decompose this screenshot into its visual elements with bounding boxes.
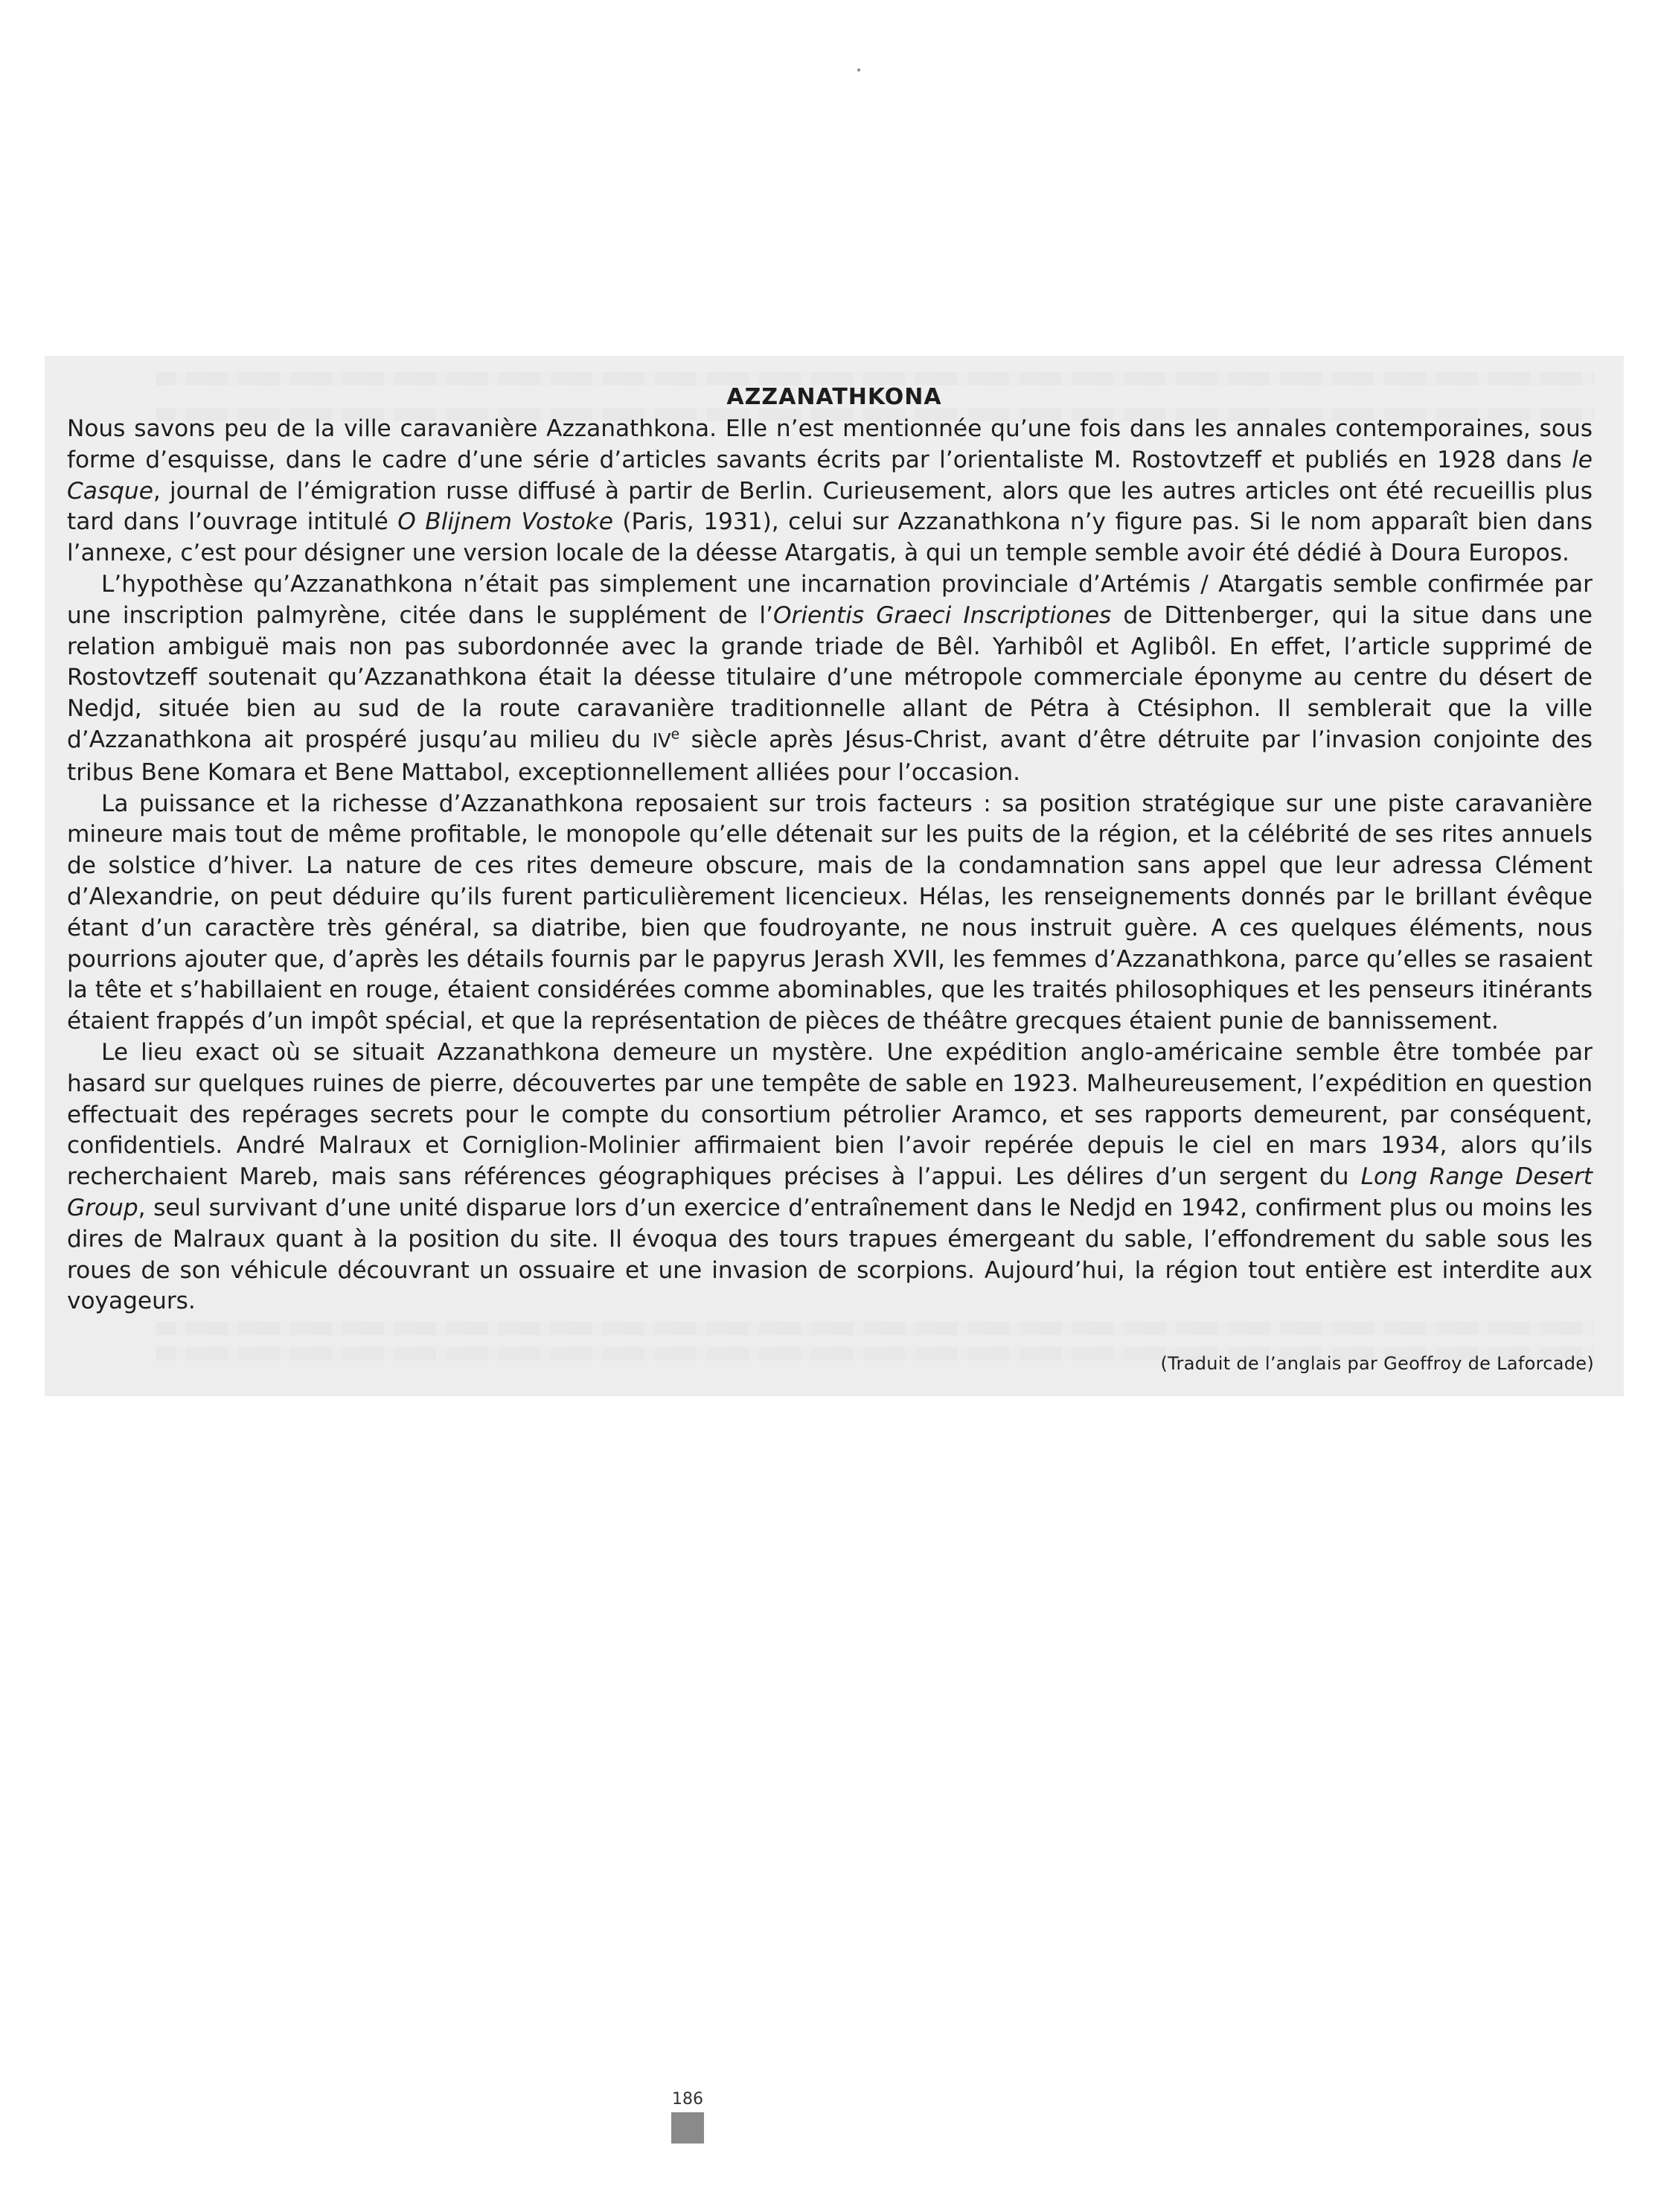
paragraph: [67, 414, 1593, 569]
paragraph-text: , journal de l’émigration russe diffusé à partir de Berlin. Curieusement, alors que les autres articles ont été recueillis plus tard dans l’ouvrage intitulé: [67, 477, 1593, 536]
page-speck: [857, 68, 860, 71]
italic-title-text: le Casque: [67, 446, 1593, 505]
show-through-text: [156, 1322, 1594, 1335]
italic-title-text: Long Range Desert Group: [67, 1163, 1593, 1221]
paragraph-text: IV: [652, 729, 671, 752]
paragraph-text: e: [671, 726, 680, 743]
paragraph-text: La puissance et la richesse d’Azzanathkona reposaient sur trois facteurs : sa position stratégique sur une piste caravanière mineure mais tout de même profitable, le monopole qu’elle détenait sur les puits de la région, et la célébrité de ses rites annuels de solstice d’hiver. La nature de ces rites demeure obscure, mais de la condamnation sans appel que leur adressa Clément d’Alexandrie, on peut déduire qu’ils furent particulièrement licencieux. Hélas, les renseignements donnés par le brillant évêque étant d’un caractère très général, sa diatribe, bien que foudroyante, ne nous instruit guère. A ces quelques éléments, nous pourrions ajouter que, d’après les détails fournis par le papyrus Jerash XVII, les femmes d’Azzanathkona, parce qu’elles se rasaient la tête et s’habillaient en rouge, étaient considérées comme abominables, que les traités philosophiques et les penseurs itinérants étaient frappés d’un impôt spécial, et que la représentation de pièces de théâtre grecques étaient punie de bannissement.: [67, 790, 1593, 1035]
paragraph: [67, 789, 1593, 1038]
article-title: AZZANATHKONA: [726, 384, 942, 410]
paragraph-text: (Paris, 1931), celui sur Azzanathkona n’y figure pas. Si le nom apparaît bien dans l’annexe, c’est pour désigner une version locale de la déesse Atargatis, à qui un temple semble avoir été dédié à Doura Europos.: [67, 508, 1593, 567]
page-number: 186: [672, 2090, 703, 2109]
page-tab-marker: [671, 2112, 704, 2144]
paragraph-text: siècle après Jésus-Christ, avant d’être détruite par l’invasion conjointe des tribus Bene Komara et Bene Mattabol, exceptionnellement alliées pour l’occasion.: [67, 726, 1593, 786]
paragraph-text: L’hypothèse qu’Azzanathkona n’était pas simplement une incarnation provinciale d’Artémis / Atargatis semble confirmée par une inscription palmyrène, citée dans le supplément de l’: [67, 570, 1593, 629]
paragraph-text: Nous savons peu de la ville caravanière Azzanathkona. Elle n’est mentionnée qu’une fois dans les annales contemporaines, sous forme d’esquisse, dans le cadre d’une série d’articles savants écrits par l’orientaliste M. Rostovtzeff et publiés en 1928 dans: [67, 415, 1593, 473]
translation-credit: (Traduit de l’anglais par Geoffroy de Laforcade): [1160, 1353, 1594, 1374]
paragraph: [67, 1038, 1593, 1317]
paragraph-text: Le lieu exact où se situait Azzanathkona demeure un mystère. Une expédition anglo-américaine semble être tombée par hasard sur quelques ruines de pierre, découvertes par une tempête de sable en 1923. Malheureusement, l’expédition en question effectuait des repérages secrets pour le compte du consortium pétrolier Aramco, et ses rapports demeurent, par conséquent, confidentiels. André Malraux et Corniglion-Molinier affirmaient bien l’avoir repérée depuis le ciel en mars 1934, alors qu’ils recherchaient Mareb, mais sans références géographiques précises à l’appui. Les délires d’un sergent du: [67, 1038, 1593, 1191]
italic-title-text: O Blijnem Vostoke: [397, 508, 613, 536]
paragraph-text: de Dittenberger, qui la situe dans une relation ambiguë mais non pas subordonnée avec la grande triade de Bêl. Yarhibôl et Aglibôl. En effet, l’article supprimé de Rostovtzeff soutenait qu’Azzanathkona était la déesse titulaire d’une métropole commerciale éponyme au centre du désert de Nedjd, située bien au sud de la route caravanière traditionnelle allant de Pétra à Ctésiphon. Il semblerait que la ville d’Azzanathkona ait prospéré jusqu’au milieu du: [67, 601, 1593, 753]
article-panel: [45, 356, 1624, 1396]
paragraph-text: , seul survivant d’une unité disparue lors d’un exercice d’entraînement dans le Nedjd en 1942, confirment plus ou moins les dires de Malraux quant à la position du site. Il évoqua des tours trapues émergeant du sable, l’effondrement du sable sous les roues de son véhicule découvrant un ossuaire et une invasion de scorpions. Aujourd’hui, la région tout entière est interdite aux voyageurs.: [67, 1194, 1593, 1315]
article-body: [67, 414, 1593, 1317]
italic-title-text: Orientis Graeci Inscriptiones: [772, 601, 1112, 629]
paragraph: [67, 569, 1593, 789]
